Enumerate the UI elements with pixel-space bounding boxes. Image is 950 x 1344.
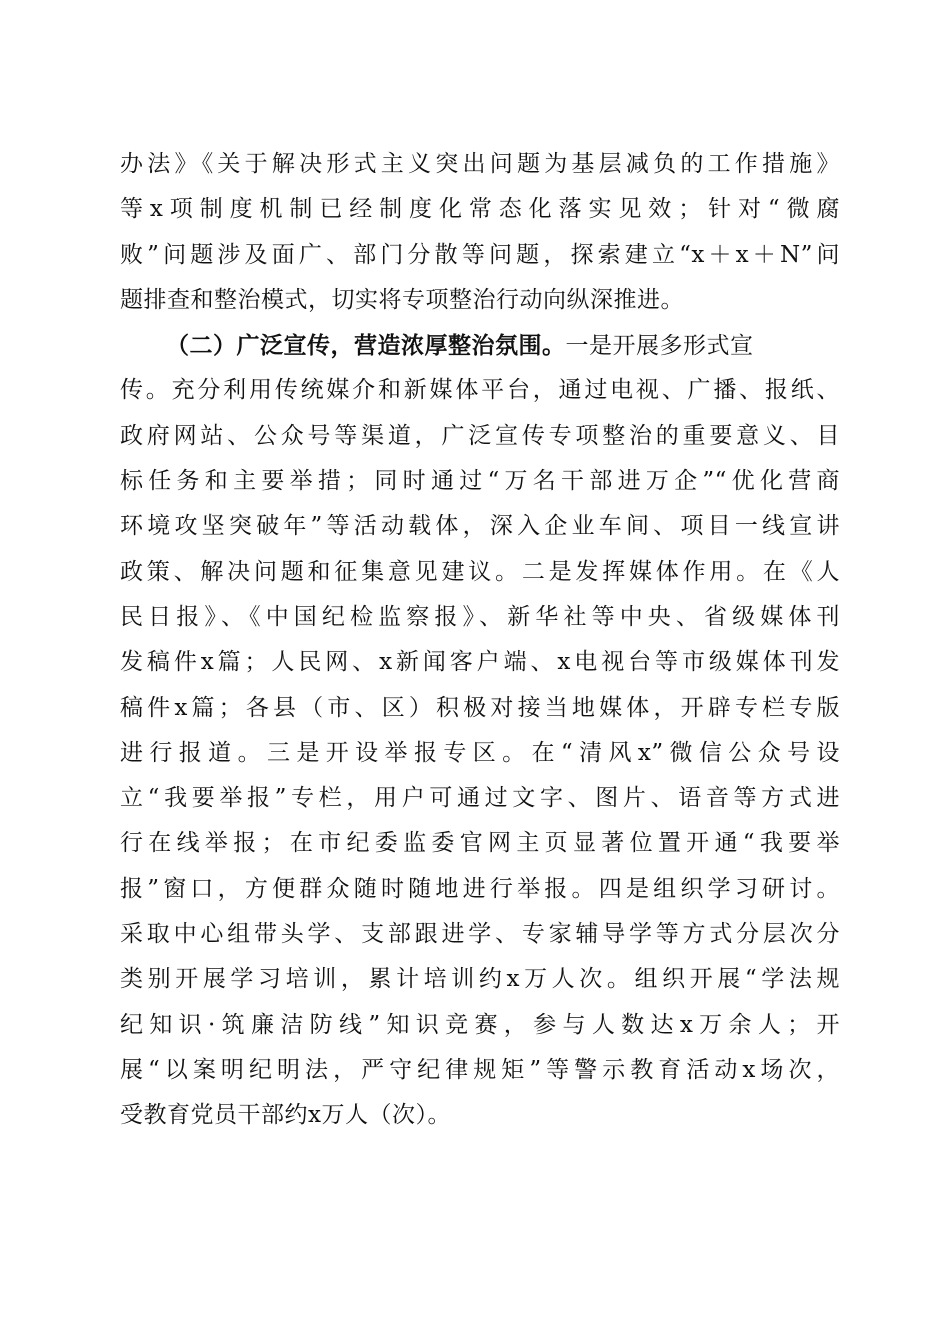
text-line: 展“以案明纪明法，严守纪律规矩”等警示教育活动x场次， <box>120 1056 840 1083</box>
section-heading: （二）广泛宣传，营造浓厚整治氛围。 <box>166 332 566 360</box>
text-line: 采取中心组带头学、支部跟进学、专家辅导学等方式分层次分 <box>120 921 840 948</box>
text-line: 民日报》、《中国纪检监察报》、新华社等中央、省级媒体刊 <box>120 603 840 630</box>
text-line: 政府网站、公众号等渠道，广泛宣传专项整治的重要意义、目 <box>120 422 840 449</box>
text-line: 行在线举报；在市纪委监委官网主页显著位置开通“我要举 <box>120 830 840 857</box>
text-line: 稿件x篇；各县（市、区）积极对接当地媒体，开辟专栏专版 <box>120 694 840 721</box>
text-line: 发稿件x篇；人民网、x新闻客户端、x电视台等市级媒体刊发 <box>120 649 840 676</box>
text-line: 政策、解决问题和征集意见建议。二是发挥媒体作用。在《人 <box>120 558 840 585</box>
text-line: 环境攻坚突破年”等活动载体，深入企业车间、项目一线宣讲 <box>120 513 840 540</box>
text-line: 办法》《关于解决形式主义突出问题为基层减负的工作措施》 <box>120 151 840 177</box>
text-line: 纪知识·筑廉洁防线”知识竞赛，参与人数达x万余人；开 <box>120 1011 840 1038</box>
text-segment: 一是开展多形式宣 <box>565 333 754 360</box>
text-line: 类别开展学习培训，累计培训约x万人次。组织开展“学法规 <box>120 966 840 993</box>
text-line: 立“我要举报”专栏，用户可通过文字、图片、语音等方式进 <box>120 785 840 812</box>
text-line: 进行报道。三是开设举报专区。在“清风x”微信公众号设 <box>120 739 840 766</box>
text-line: 等x项制度机制已经制度化常态化落实见效；针对“微腐 <box>120 196 840 223</box>
paragraph-2 <box>120 323 840 1138</box>
text-line: 标任务和主要举措；同时通过“万名干部进万企”“优化营商 <box>120 468 840 495</box>
text-line: 受教育党员干部约x万人（次）。 <box>120 1102 451 1129</box>
text-line: 败”问题涉及面广、部门分散等问题，探索建立“x＋x＋N”问 <box>120 241 840 268</box>
text-line: 题排查和整治模式，切实将专项整治行动向纵深推进。 <box>120 286 684 313</box>
paragraph-2-first-line <box>120 323 840 368</box>
paragraph-1 <box>120 142 840 323</box>
document-body <box>120 142 840 1139</box>
text-line: 报”窗口，方便群众随时随地进行举报。四是组织学习研讨。 <box>120 875 840 902</box>
text-line: 传。充分利用传统媒介和新媒体平台，通过电视、广播、报纸、 <box>120 377 840 404</box>
